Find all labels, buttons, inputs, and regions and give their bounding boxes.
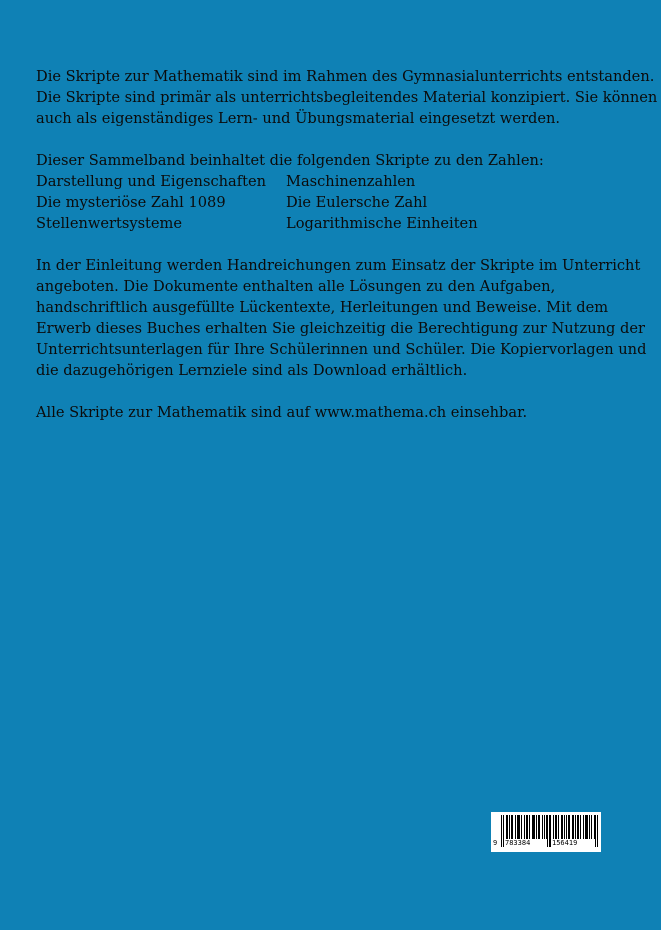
- barcode-bar: [542, 815, 543, 839]
- topic-item: Die Eulersche Zahl: [286, 194, 428, 211]
- usage-line: Erwerb dieses Buches erhalten Sie gleichzeitig die Berechtigung zur Nutzung der: [36, 320, 645, 337]
- barcode-bar: [533, 815, 534, 839]
- intro-line: auch als eigenständiges Lern- und Übungsmaterial eingesetzt werden.: [36, 110, 561, 127]
- topic-list: [36, 171, 626, 234]
- barcode-bar: [534, 815, 535, 839]
- barcode-bar: [517, 815, 518, 839]
- barcode-bar: [577, 815, 578, 839]
- barcode-bar: [569, 815, 570, 839]
- barcode-bar: [585, 815, 586, 839]
- barcode-bar: [539, 815, 540, 839]
- barcode-bar: [555, 815, 556, 839]
- barcode-bar: [594, 815, 595, 839]
- barcode-bar: [507, 815, 508, 839]
- intro-paragraph: [36, 66, 658, 129]
- barcode-bar: [512, 815, 513, 839]
- topic-item: Darstellung und Eigenschaften: [36, 173, 267, 190]
- barcode-bar: [566, 815, 567, 839]
- isbn-barcode: [491, 812, 601, 852]
- barcode-digits: [491, 839, 601, 851]
- barcode-digit-group: 156419: [552, 839, 578, 847]
- barcode-bar: [526, 815, 527, 839]
- usage-paragraph: [36, 255, 647, 381]
- barcode-bar: [544, 815, 545, 839]
- barcode-bar: [568, 815, 569, 839]
- barcode-bar: [564, 815, 565, 839]
- intro-line: Die Skripte zur Mathematik sind im Rahmen des Gymnasialunterrichts entstanden.: [36, 68, 655, 85]
- barcode-bar: [529, 815, 530, 839]
- barcode-bar: [573, 815, 574, 839]
- barcode-bar: [561, 815, 562, 839]
- barcode-bar: [527, 815, 528, 839]
- barcode-bar: [509, 815, 510, 839]
- barcode-bar: [532, 815, 533, 839]
- usage-line: handschriftlich ausgefüllte Lückentexte, Herleitungen und Beweise. Mit dem: [36, 299, 609, 316]
- barcode-digit-group: 9: [493, 839, 498, 847]
- usage-line: Unterrichtsunterlagen für Ihre Schülerinnen und Schüler. Die Kopiervorlagen und: [36, 341, 647, 358]
- barcode-bar: [587, 815, 588, 839]
- barcode-bar: [518, 815, 519, 839]
- intro-line: Die Skripte sind primär als unterrichtsbegleitendes Material konzipiert. Sie können: [36, 89, 658, 106]
- barcode-bar: [583, 815, 584, 839]
- topic-item: Maschinenzahlen: [286, 173, 416, 190]
- barcode-bar: [546, 815, 547, 839]
- usage-line: angeboten. Die Dokumente enthalten alle Lösungen zu den Aufgaben,: [36, 278, 556, 295]
- barcode-bar: [553, 815, 554, 839]
- barcode-bar: [538, 815, 539, 839]
- barcode-bar: [578, 815, 579, 839]
- topic-item: Stellenwertsysteme: [36, 215, 183, 232]
- barcode-bar: [586, 815, 587, 839]
- usage-line: In der Einleitung werden Handreichungen zum Einsatz der Skripte im Unterricht: [36, 257, 641, 274]
- back-cover-text: [36, 66, 658, 423]
- barcode-bar: [556, 815, 557, 839]
- barcode-bar: [572, 815, 573, 839]
- barcode-bar: [562, 815, 563, 839]
- barcode-bar: [519, 815, 520, 839]
- topic-item: Die mysteriöse Zahl 1089: [36, 194, 226, 211]
- barcode-bar: [524, 815, 525, 839]
- barcode-bar: [589, 815, 590, 839]
- barcode-bar: [515, 815, 516, 839]
- barcode-bar: [575, 815, 576, 839]
- barcode-bar: [536, 815, 537, 839]
- usage-line: die dazugehörigen Lernziele sind als Download erhältlich.: [36, 362, 468, 379]
- barcode-bar: [580, 815, 581, 839]
- barcode-bar: [558, 815, 559, 839]
- barcode-bar: [506, 815, 507, 839]
- barcode-bar: [591, 815, 592, 839]
- barcode-bar: [511, 815, 512, 839]
- collection-heading: Dieser Sammelband beinhaltet die folgenden Skripte zu den Zahlen:: [36, 152, 544, 169]
- barcode-bar: [521, 815, 522, 839]
- website-note: Alle Skripte zur Mathematik sind auf www.mathema.ch einsehbar.: [36, 404, 528, 421]
- barcode-digit-group: 783384: [505, 839, 531, 847]
- topic-item: Logarithmische Einheiten: [286, 215, 478, 232]
